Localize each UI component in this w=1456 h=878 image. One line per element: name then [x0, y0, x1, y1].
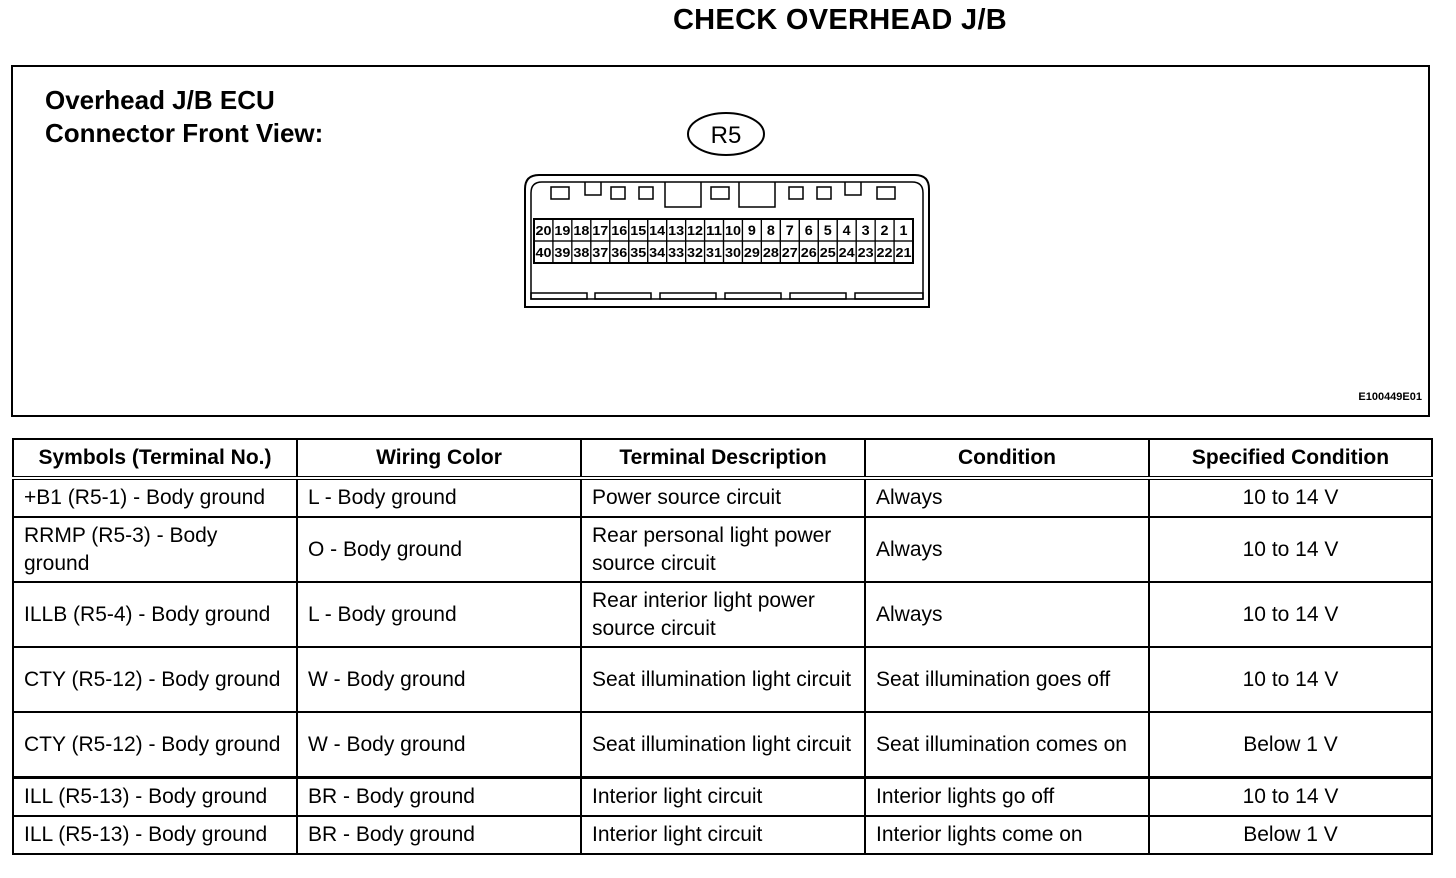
table-row — [13, 778, 1432, 817]
pin-number: 27 — [781, 245, 798, 260]
cell-description: Interior light circuit — [581, 816, 865, 854]
cell-spec: 10 to 14 V — [1149, 478, 1432, 517]
pin-number: 3 — [861, 222, 870, 238]
header-terminal-description: Terminal Description — [581, 439, 865, 478]
cell-wiring-color: L - Body ground — [297, 582, 581, 647]
cell-condition: Always — [865, 517, 1149, 582]
pin-number: 14 — [649, 223, 667, 238]
pin-number: 8 — [766, 222, 776, 238]
cell-condition: Always — [865, 582, 1149, 647]
header-specified-condition: Specified Condition — [1149, 439, 1432, 478]
table-row — [13, 582, 1432, 647]
pin-number: 5 — [823, 222, 832, 238]
cell-symbol: ILLB (R5-4) - Body ground — [13, 582, 297, 647]
cell-condition: Seat illumination comes on — [865, 712, 1149, 778]
cell-symbol: +B1 (R5-1) - Body ground — [13, 478, 297, 517]
pin-number: 35 — [630, 245, 647, 260]
pin-number: 29 — [743, 245, 760, 260]
pin-number: 2 — [880, 222, 889, 238]
table-row — [13, 816, 1432, 854]
pin-number: 15 — [630, 223, 647, 238]
pin-number: 39 — [554, 245, 571, 260]
pin-number: 17 — [592, 223, 609, 238]
pin-number: 12 — [687, 223, 704, 238]
cell-spec: 10 to 14 V — [1149, 582, 1432, 647]
header-condition: Condition — [865, 439, 1149, 478]
cell-description: Rear interior light power source circuit — [581, 582, 865, 647]
cell-symbol: RRMP (R5-3) - Body ground — [13, 517, 297, 582]
pin-number: 28 — [762, 245, 779, 260]
cell-spec: 10 to 14 V — [1149, 647, 1432, 712]
pin-number: 31 — [706, 245, 723, 260]
cell-symbol: CTY (R5-12) - Body ground — [13, 712, 297, 778]
pin-number: 40 — [535, 245, 552, 260]
figure-code: E100449E01 — [1358, 391, 1422, 403]
pin-grid — [534, 219, 913, 263]
cell-wiring-color: BR - Body ground — [297, 778, 581, 817]
connector-bottom-rails — [525, 293, 929, 307]
cell-wiring-color: W - Body ground — [297, 712, 581, 778]
spec-table — [12, 438, 1433, 855]
table-row — [13, 478, 1432, 517]
figure-label-ecu: Overhead J/B ECU — [45, 85, 275, 115]
pin-number: 24 — [838, 245, 856, 260]
cell-spec: 10 to 14 V — [1149, 778, 1432, 817]
cell-condition: Interior lights come on — [865, 816, 1149, 854]
cell-description: Seat illumination light circuit — [581, 647, 865, 712]
pin-number: 10 — [724, 223, 741, 238]
cell-condition: Interior lights go off — [865, 778, 1149, 817]
pin-number: 33 — [668, 245, 685, 260]
header-symbols: Symbols (Terminal No.) — [13, 439, 297, 478]
table-row — [13, 647, 1432, 712]
pin-number: 11 — [706, 223, 723, 238]
connector-id-label: R5 — [710, 122, 742, 149]
cell-spec: Below 1 V — [1149, 712, 1432, 778]
pin-number: 6 — [804, 222, 813, 238]
cell-symbol: ILL (R5-13) - Body ground — [13, 778, 297, 817]
cell-description: Interior light circuit — [581, 778, 865, 817]
pin-number: 25 — [819, 245, 836, 260]
cell-spec: 10 to 14 V — [1149, 517, 1432, 582]
pin-number: 38 — [573, 245, 590, 260]
pin-number: 4 — [842, 222, 851, 238]
cell-description: Rear personal light power source circuit — [581, 517, 865, 582]
cell-symbol: ILL (R5-13) - Body ground — [13, 816, 297, 854]
pin-number: 23 — [857, 245, 874, 260]
cell-spec: Below 1 V — [1149, 816, 1432, 854]
pin-number: 20 — [535, 223, 552, 238]
pin-number: 21 — [895, 245, 912, 260]
pin-number: 16 — [611, 223, 628, 238]
cell-wiring-color: W - Body ground — [297, 647, 581, 712]
connector-diagram — [13, 67, 1428, 415]
cell-wiring-color: L - Body ground — [297, 478, 581, 517]
pin-number: 1 — [899, 222, 908, 238]
connector-figure — [11, 65, 1430, 417]
pin-number: 36 — [611, 245, 628, 260]
cell-symbol: CTY (R5-12) - Body ground — [13, 647, 297, 712]
pin-number: 9 — [747, 222, 757, 238]
pin-number: 13 — [668, 223, 685, 238]
table-header-row — [13, 439, 1432, 478]
cell-wiring-color: BR - Body ground — [297, 816, 581, 854]
pin-number: 7 — [785, 222, 795, 238]
header-wiring-color: Wiring Color — [297, 439, 581, 478]
cell-description: Power source circuit — [581, 478, 865, 517]
pin-number: 34 — [649, 245, 667, 260]
cell-wiring-color: O - Body ground — [297, 517, 581, 582]
table-row — [13, 517, 1432, 582]
cell-condition: Always — [865, 478, 1149, 517]
table-row — [13, 712, 1432, 778]
page-title: CHECK OVERHEAD J/B — [672, 4, 1008, 36]
connector-keys — [551, 182, 895, 207]
figure-label-front-view: Connector Front View: — [45, 118, 324, 148]
pin-number: 32 — [687, 245, 704, 260]
pin-number: 37 — [592, 245, 609, 260]
pin-number: 22 — [876, 245, 893, 260]
cell-condition: Seat illumination goes off — [865, 647, 1149, 712]
pin-number: 18 — [573, 223, 590, 238]
cell-description: Seat illumination light circuit — [581, 712, 865, 778]
pin-number: 19 — [554, 223, 571, 238]
pin-number: 30 — [724, 245, 741, 260]
pin-number: 26 — [800, 245, 817, 260]
